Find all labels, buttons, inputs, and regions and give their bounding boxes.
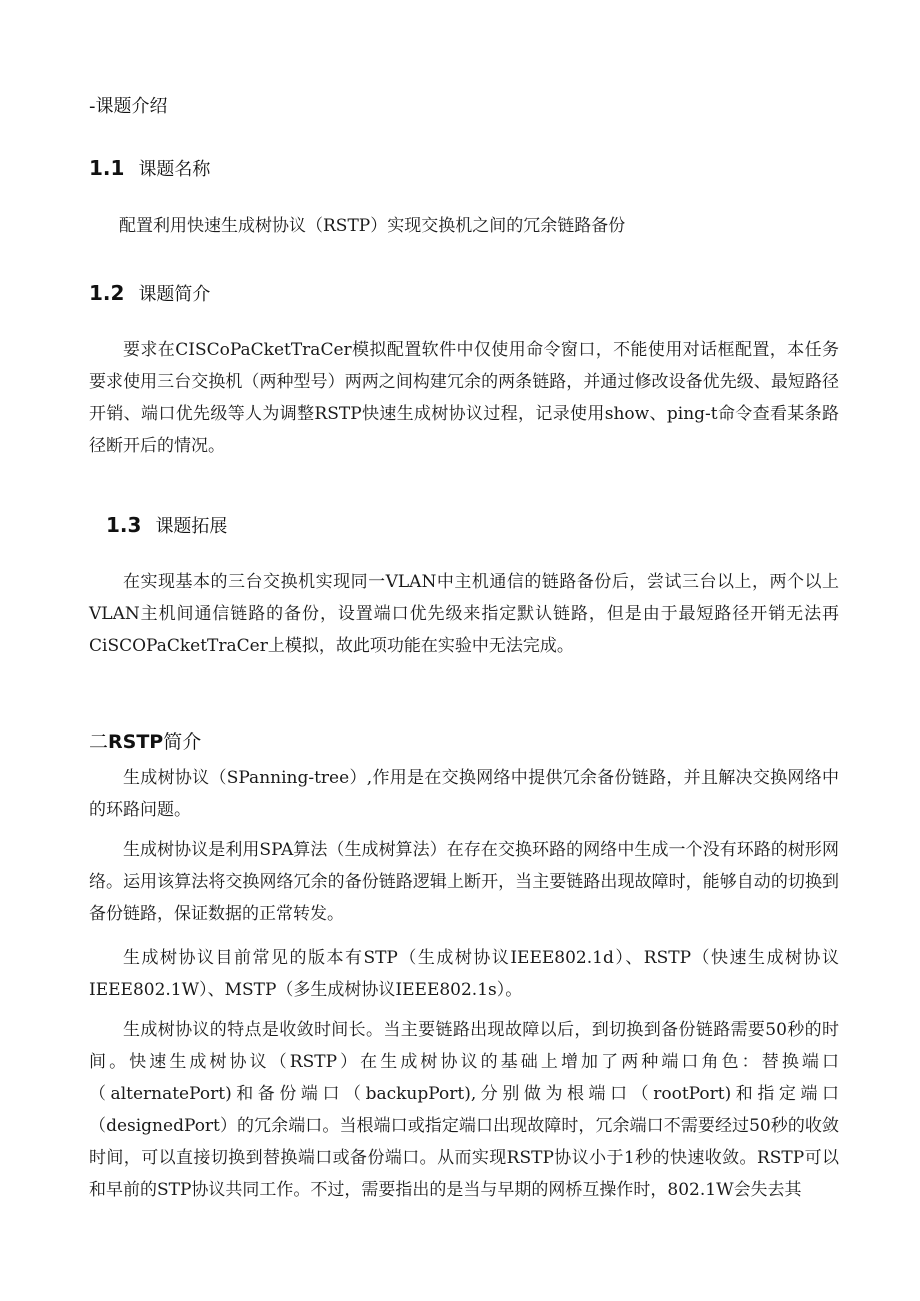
section-number: 1.1 <box>89 156 125 180</box>
section-1-3-text: 在实现基本的三台交换机实现同一VLAN中主机通信的链路备份后，尝试三台以上，两个以上VLAN主机间通信链路的备份，设置端口优先级来指定默认链路，但是由于最短路径开销无法再CiSCOPaCketTraCer上模拟，故此项功能在实验中无法完成。 <box>89 572 839 656</box>
section-1-1-text: 配置利用快速生成树协议（RSTP）实现交换机之间的冗余链路备份 <box>119 216 626 236</box>
part2-paragraph-4: 生成树协议的特点是收敛时间长。当主要链路出现故障以后，到切换到备份链路需要50秒的时间。快速生成树协议（RSTP）在生成树协议的基础上增加了两种端口角色：替换端口（alternatePort)和备份端口（backupPort),分别做为根端口（rootPort)和指定端口（designedPort）的冗余端口。当根端口或指定端口出现故障时，冗余端口不需要经过50秒的收敛时间，可以直接切换到替换端口或备份端口。从而实现RSTP协议小于1秒的快速收敛。RSTP可以和早前的STP协议共同工作。不过，需要指出的是当与早期的网桥互操作时，802.1W会失去其 <box>89 1020 839 1200</box>
section-1-1-heading <box>89 155 210 181</box>
part2-suffix: 简介 <box>163 731 202 753</box>
part2-title-bold: RSTP <box>108 731 164 753</box>
part2-paragraph-3: 生成树协议目前常见的版本有STP（生成树协议IEEE802.1d）、RSTP（快速生成树协议IEEE802.1W）、MSTP（多生成树协议IEEE802.1s）。 <box>89 948 839 1000</box>
section-title: 课题拓展 <box>155 516 228 537</box>
section-1-2-text: 要求在CISCoPaCketTraCer模拟配置软件中仅使用命令窗口，不能使用对话框配置，本任务要求使用三台交换机（两种型号）两两之间构建冗余的两条链路，并通过修改设备优先级、最短路径开销、端口优先级等人为调整RSTP快速生成树协议过程，记录使用show、ping-t命令查看某条路径断开后的情况。 <box>89 340 839 456</box>
section-number: 1.2 <box>89 281 125 305</box>
section-1-3-heading <box>106 512 227 538</box>
part1-title: -课题介绍 <box>89 96 168 117</box>
part2-paragraph-1: 生成树协议（SPanning-tree）,作用是在交换网络中提供冗余备份链路，并且解决交换网络中的环路问题。 <box>89 768 839 820</box>
part1-heading <box>89 92 168 118</box>
section-number: 1.3 <box>106 513 142 537</box>
part2-paragraph-2: 生成树协议是利用SPA算法（生成树算法）在存在交换环路的网络中生成一个没有环路的树形网络。运用该算法将交换网络冗余的备份链路逻辑上断开，当主要链路出现故障时，能够自动的切换到备份链路，保证数据的正常转发。 <box>89 840 839 924</box>
section-title: 课题名称 <box>138 159 211 180</box>
part2-heading <box>89 727 201 754</box>
section-1-2-heading <box>89 280 210 306</box>
part2-prefix: 二 <box>89 731 109 753</box>
section-title: 课题简介 <box>138 284 211 305</box>
